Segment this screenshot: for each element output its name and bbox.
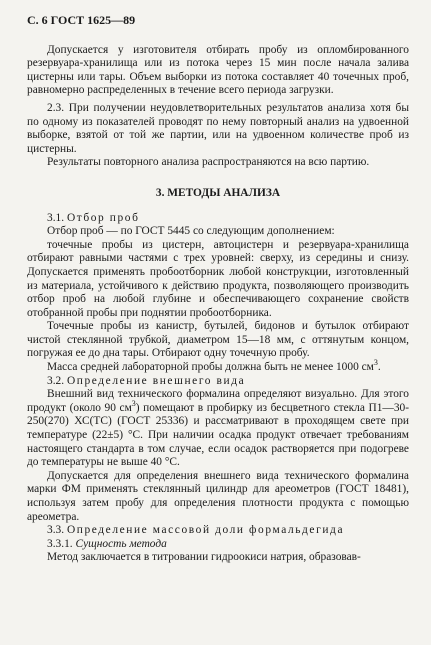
- paragraph: Внешний вид технического формалина определяют визуально. Для этого продукт (около 90 $см^3$) помещают в пробирку из бесцветного стекла П1—30-250(270) ХС(ТС) (ГОСТ 25336) и рассматривают в проходящем свете при температуре (22±5) °С. При наличии осадка продукт отвечает требованиям настоящего стандарта в том случае, если осадок растворяется при подогреве до температуры не выше 40 °С.: [27, 388, 410, 469]
- paragraph: Точечные пробы из канистр, бутылей, бидонов и бутылок отбирают чистой стеклянной трубкой, диаметром 15—18 мм, с оттянутым концом, погружая ее до дна тары. Отбирают одну точечную пробу.: [27, 320, 409, 360]
- paragraph: Допускается у изготовителя отбирать пробу из опломбированного резервуара-хранилища или из потока через 15 мин после начала залива цистерны или тары. Объем выборки из потока составляет 40 точечных проб, равномерно распределенных в течение всего периода загрузки.: [27, 43, 409, 97]
- subsection-title: Определение внешнего вида: [66, 374, 246, 387]
- subsection-number: 3.3.: [47, 524, 65, 537]
- page-header: С. 6 ГОСТ 1625—89: [27, 13, 136, 27]
- paragraph: точечные пробы из цистерн, автоцистерн и резервуара-хранилища отбирают равными частями с трех уровней: сверху, из середины и снизу. Допускается применять пробоотборник любой конструкции, изготовленный из материала, устойчивого к действию продукта, позволяющего производить отбор проб на любой глубине и обеспечивающего сохранение свойств отобранной пробы при поднятии пробоотборника.: [27, 238, 409, 319]
- paragraph: Метод заключается в титровании гидроокиси натрия, образовав-: [47, 551, 361, 564]
- subsection-number: 3.2.: [47, 374, 65, 387]
- subsection-title: Определение массовой доли формальдегида: [66, 524, 345, 537]
- subsection-heading-3-2: [27, 375, 409, 389]
- section-heading: 3. МЕТОДЫ АНАЛИЗА: [155, 186, 281, 199]
- paragraph: Результаты повторного анализа распространяются на всю партию.: [47, 156, 370, 169]
- subsection-heading-3-3: [27, 524, 409, 538]
- subsection-number: 3.3.1.: [47, 537, 73, 550]
- paragraph: Допускается для определения внешнего вида технического формалина марки ФМ применять стеклянный цилиндр для ареометров (ГОСТ 18481), используя затем пробу для определения плотности продукта с помощью ареометра.: [27, 469, 409, 523]
- paragraph: Масса средней лабораторной пробы должна быть не менее 1000 $см^3$.: [47, 358, 381, 374]
- subsection-number: 3.1.: [47, 211, 65, 224]
- subsection-heading-3-1: [27, 212, 409, 226]
- subsection-title: Сущность метода: [75, 537, 167, 550]
- paragraph: Отбор проб — по ГОСТ 5445 со следующим дополнением:: [47, 225, 335, 238]
- paragraph-2-3: 2.3. При получении неудовлетворительных результатов анализа хотя бы по одному из показателей проводят по нему повторный анализ на удвоенной выборке, взятой от той же партии, или на удвоенном количестве проб из цистерны.: [27, 101, 409, 155]
- subsection-heading-3-3-1: [27, 538, 409, 552]
- subsection-title: Отбор проб: [66, 211, 140, 224]
